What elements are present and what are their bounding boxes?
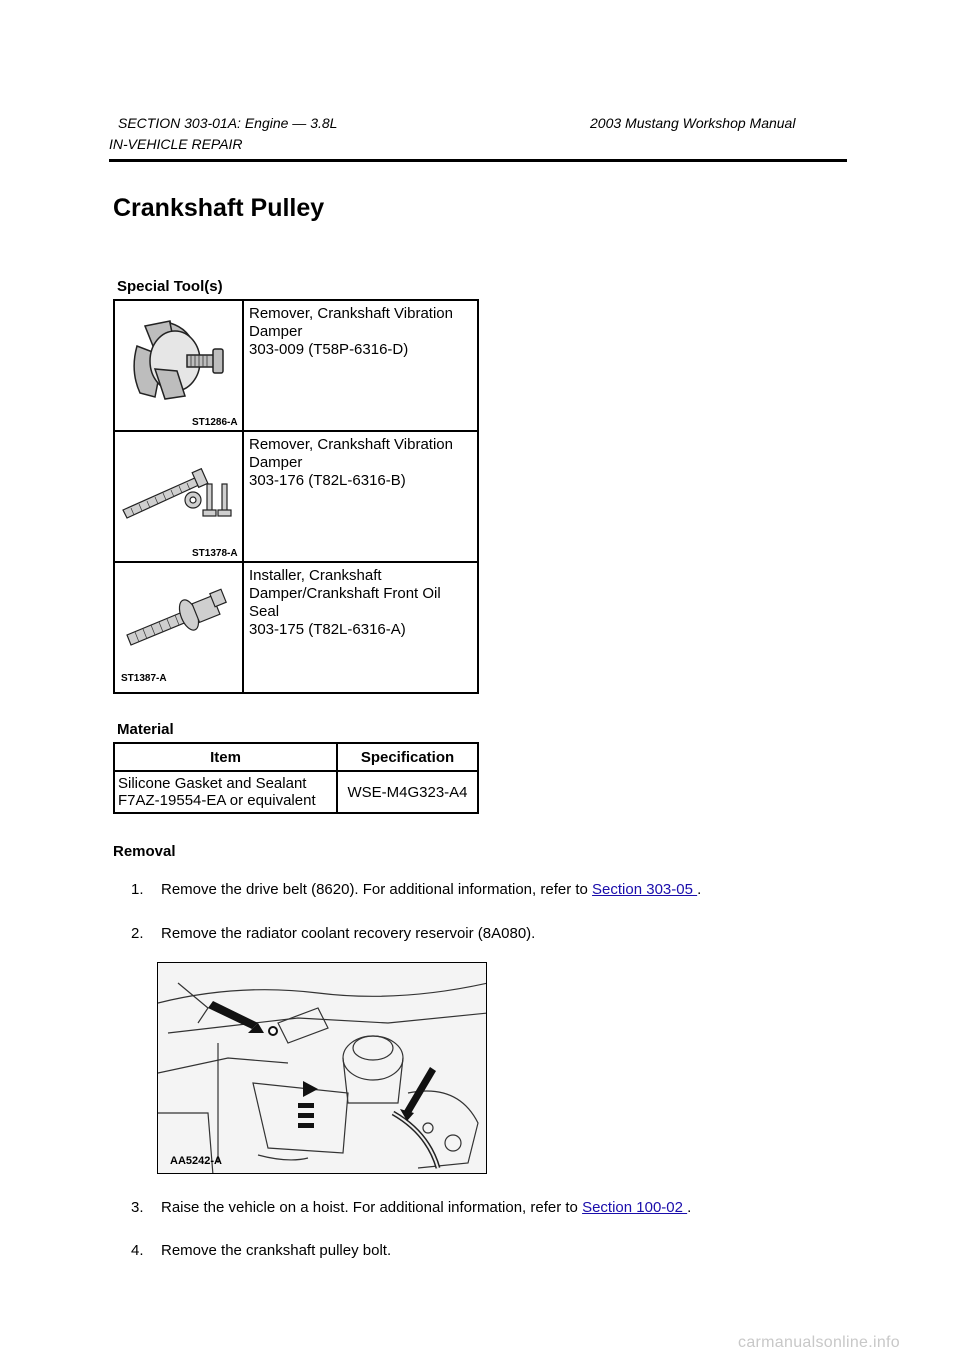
removal-step <box>131 881 701 898</box>
material-item-line: F7AZ-19554-EA or equivalent <box>118 792 316 809</box>
reservoir-removal-figure <box>157 962 487 1174</box>
tool-description <box>243 431 478 562</box>
tool-description <box>243 562 478 693</box>
watermark: carmanualsonline.info <box>738 1334 900 1351</box>
table-row <box>114 771 478 813</box>
step-number: 4. <box>131 1242 144 1259</box>
step-text: Remove the drive belt (8620). For additional information, refer to <box>161 881 593 898</box>
header-divider <box>109 159 847 162</box>
removal-step <box>131 925 535 942</box>
vibration-damper-remover-icon <box>115 301 239 425</box>
tool-code: ST1387-A <box>121 673 167 684</box>
special-tools-table <box>113 299 479 694</box>
step-number: 1. <box>131 881 144 898</box>
material-specification: WSE-M4G323-A4 <box>337 771 478 813</box>
tool-image-cell <box>114 562 243 693</box>
step-text: Raise the vehicle on a hoist. For additional information, refer to <box>161 1199 583 1216</box>
tool-image-cell <box>114 300 243 431</box>
removal-heading: Removal <box>113 843 176 860</box>
tool-description-line: Damper <box>249 454 303 471</box>
tool-description-line: Seal <box>249 603 280 620</box>
tool-description-line: Damper/Crankshaft Front Oil <box>249 585 441 602</box>
table-header-row <box>114 743 478 771</box>
step-text: Remove the radiator coolant recovery reservoir (8A080). <box>161 925 536 942</box>
figure-code: AA5242-A <box>170 1155 222 1167</box>
threaded-rod-remover-icon <box>115 432 239 556</box>
column-header-specification: Specification <box>337 743 478 771</box>
tool-description-line: Remover, Crankshaft Vibration <box>249 305 453 322</box>
tool-row <box>114 300 478 431</box>
tool-code: ST1378-A <box>192 548 238 559</box>
manual-title: 2003 Mustang Workshop Manual <box>590 115 796 131</box>
tool-description-line: Remover, Crankshaft Vibration <box>249 436 453 453</box>
material-table <box>113 742 479 814</box>
tool-description-line: 303-176 (T82L-6316-B) <box>249 472 406 489</box>
step-number: 2. <box>131 925 144 942</box>
section-link[interactable]: Section 303-05 <box>592 881 698 898</box>
engine-bay-illustration <box>158 963 487 1174</box>
page-title: Crankshaft Pulley <box>113 194 325 222</box>
tool-row <box>114 562 478 693</box>
section-link[interactable]: Section 100-02 <box>582 1199 688 1216</box>
material-label: Material <box>117 721 174 738</box>
tool-description-line: 303-009 (T58P-6316-D) <box>249 341 409 358</box>
special-tools-label: Special Tool(s) <box>117 278 223 295</box>
tool-row <box>114 431 478 562</box>
tool-description <box>243 300 478 431</box>
subsection-title: IN-VEHICLE REPAIR <box>109 136 243 152</box>
step-text-end: . <box>697 881 702 898</box>
section-title: SECTION 303-01A: Engine — 3.8L <box>118 115 338 131</box>
tool-description-line: 303-175 (T82L-6316-A) <box>249 621 406 638</box>
removal-step <box>131 1199 691 1216</box>
removal-step <box>131 1242 391 1259</box>
tool-description-line: Installer, Crankshaft <box>249 567 382 584</box>
step-text: Remove the crankshaft pulley bolt. <box>161 1242 392 1259</box>
material-item <box>114 771 337 813</box>
tool-description-line: Damper <box>249 323 303 340</box>
seal-installer-icon <box>115 563 239 687</box>
step-text-end: . <box>687 1199 692 1216</box>
material-item-line: Silicone Gasket and Sealant <box>118 775 307 792</box>
tool-image-cell <box>114 431 243 562</box>
tool-code: ST1286-A <box>192 417 238 428</box>
column-header-item: Item <box>114 743 337 771</box>
step-number: 3. <box>131 1199 144 1216</box>
